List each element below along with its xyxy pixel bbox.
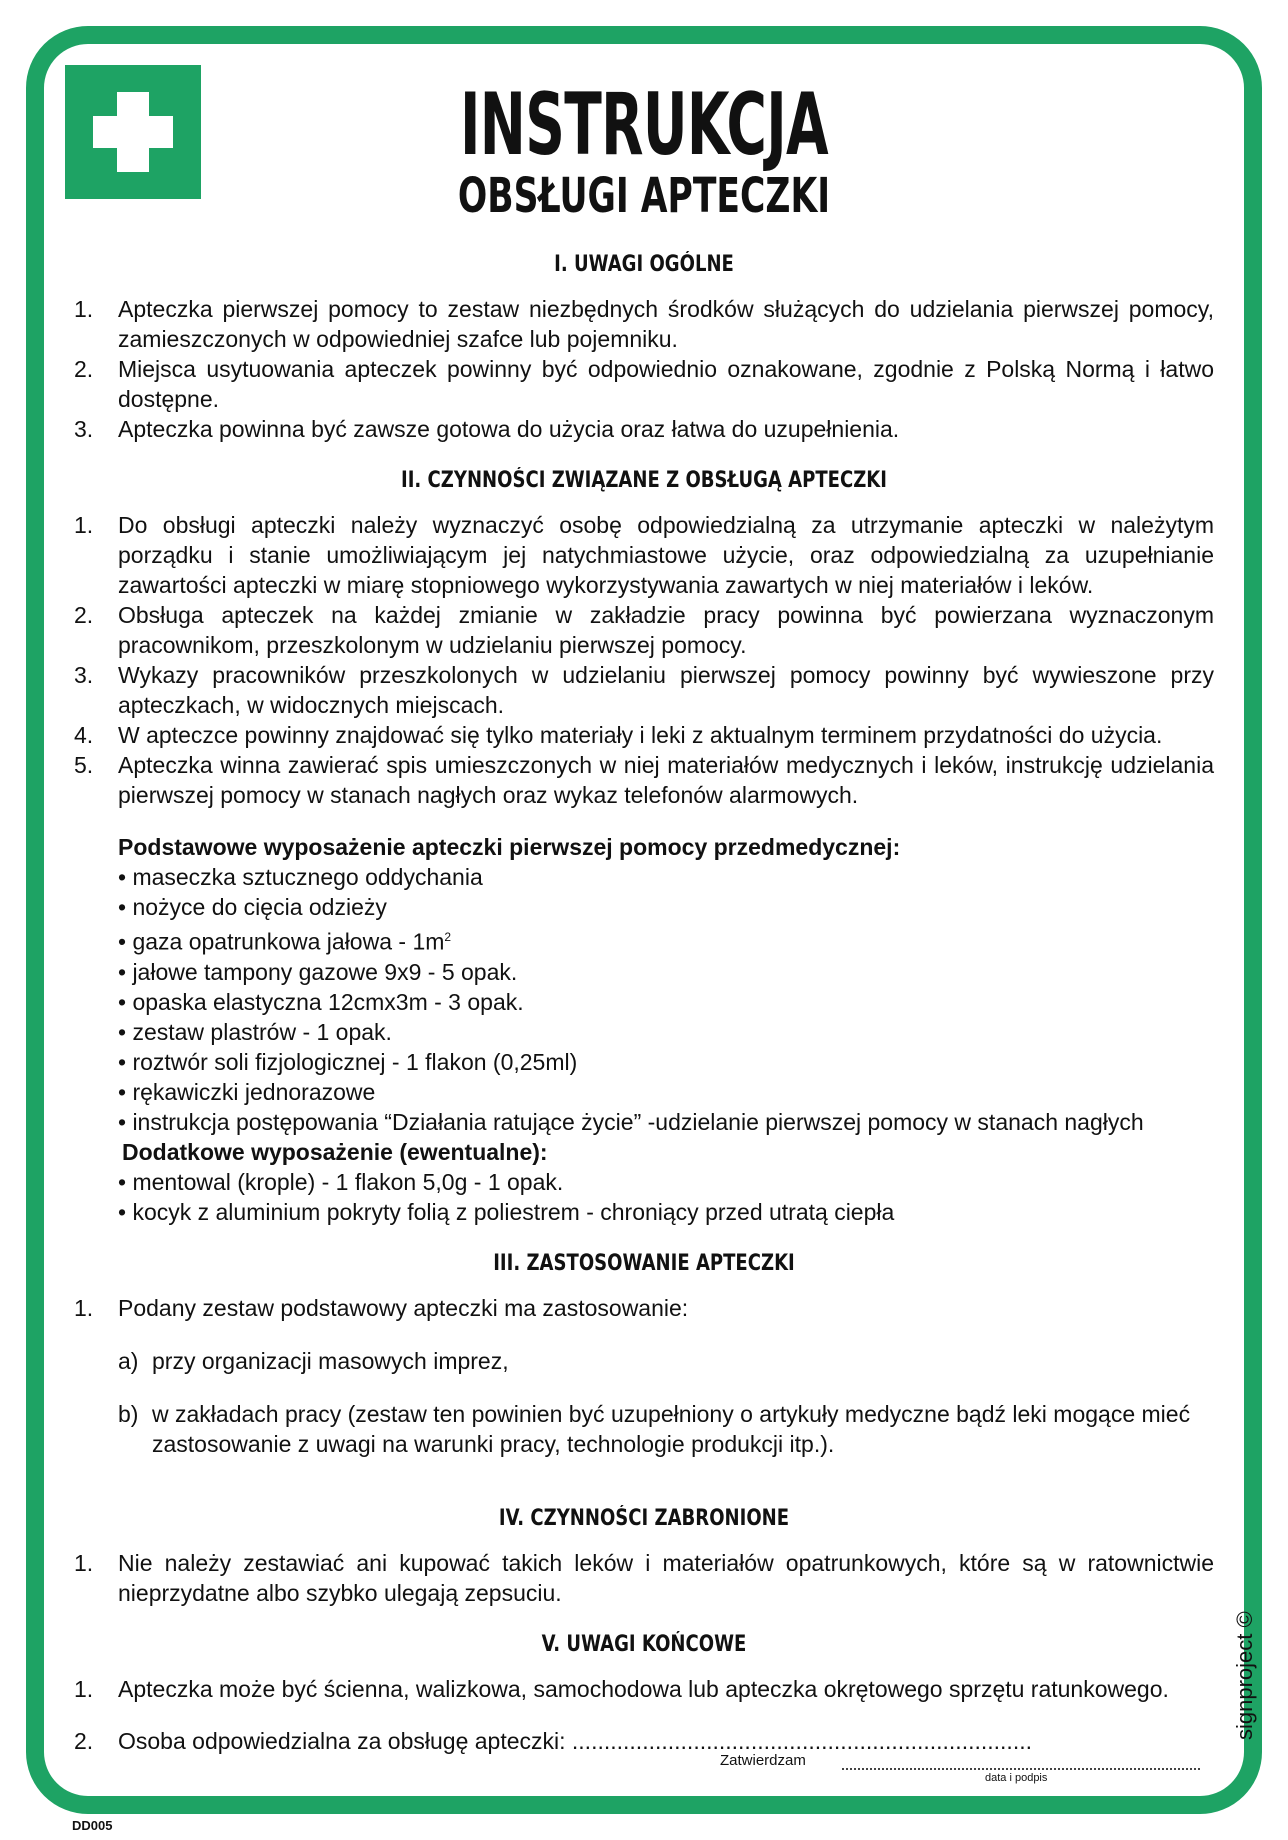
equipment-heading: Podstawowe wyposażenie apteczki pierwszej pomocy przedmedycznej: <box>118 834 901 860</box>
equipment-item: • maseczka sztucznego oddychania <box>118 864 483 890</box>
sub-item: a) przy organizacji masowych imprez, <box>118 1347 509 1374</box>
list-item: 1. Apteczka może być ścienna, walizkowa, samochodowa lub apteczka okrętowego sprzętu ratunkowego. <box>74 1675 1169 1702</box>
section-title-usage: III. ZASTOSOWANIE APTECZKI <box>493 1250 795 1276</box>
equipment-item: • roztwór soli fizjologicznej - 1 flakon (0,25ml) <box>118 1048 578 1075</box>
equipment-item: • mentowal (krople) - 1 flakon 5,0g - 1 opak. <box>118 1168 564 1195</box>
section-title-general: I. UWAGI OGÓLNE <box>554 252 734 277</box>
list-item: 1. Podany zestaw podstawowy apteczki ma zastosowanie: <box>74 1294 689 1321</box>
document-body <box>74 250 1214 1756</box>
responsible-person-line: 2. Osoba odpowiedzialna za obsługę apteczki: ........................................................................ <box>74 1727 1032 1754</box>
signature-line <box>842 1756 1200 1770</box>
list-item: 3. Apteczka powinna być zawsze gotowa do użycia oraz łatwa do uzupełnienia. <box>74 416 900 442</box>
date-sign-label: data i podpis <box>985 1772 1048 1784</box>
page-subtitle: OBSŁUGI APTECZKI <box>457 168 831 224</box>
equipment-item: • rękawiczki jednorazowe <box>118 1078 376 1105</box>
list-item: 1. Nie należy zestawiać ani kupować takich leków i materiałów opatrunkowych, które są w ratownictwie nieprzydatne albo szybko ulegają zepsuciu. <box>74 1549 1214 1606</box>
extra-equipment-heading: Dodatkowe wyposażenie (ewentualne): <box>122 1138 548 1165</box>
sub-item: b) w zakładach pracy (zestaw ten powinien być uzupełniony o artykuły medyczne bądź leki mogące mieć zastosowanie z uwagi na warunki pracy, technologie produkcji itp.). <box>118 1400 1191 1457</box>
list-item: 1. Apteczka pierwszej pomocy to zestaw niezbędnych środków służących do udzielania pierwszej pomocy, zamieszczonych w odpowiedniej szafce lub pojemniku. <box>74 296 1214 352</box>
list-item: 2. Miejsca usytuowania apteczek powinny być odpowiednio oznakowane, zgodnie z Polską Normą i łatwo dostępne. <box>74 356 1214 412</box>
list-item: 2. Obsługa apteczek na każdej zmianie w zakładzie pracy powinna być powierzana wyznaczonym pracownikom, przeszkolonym w udzielaniu pierwszej pomocy. <box>74 602 1214 658</box>
section-title-prohibited: IV. CZYNNOŚCI ZABRONIONE <box>498 1505 790 1531</box>
section-title-final: V. UWAGI KOŃCOWE <box>541 1631 747 1657</box>
equipment-item: • gaza opatrunkowa jałowa - $1m^2$ <box>118 928 452 955</box>
product-code: DD005 <box>72 1818 113 1833</box>
list-item: 3. Wykazy pracowników przeszkolonych w udzielaniu pierwszej pomocy powinny być wywieszone przy apteczkach, w widocznych miejscach. <box>74 662 1214 718</box>
equipment-item: • kocyk z aluminium pokryty folią z poliestrem - chroniący przed utratą ciepła <box>118 1198 895 1225</box>
approve-label: Zatwierdzam <box>720 1752 806 1769</box>
list-item: 1. Do obsługi apteczki należy wyznaczyć osobę odpowiedzialną za utrzymanie apteczki w należytym porządku i stanie umożliwiającym jej natychmiastowe użycie, oraz odpowiedzialną za uzupełnianie zawartości apteczki w miarę stopniowego wykorzystywania zawartych w niej materiałów i leków. <box>74 512 1214 598</box>
equipment-list <box>118 832 1214 1227</box>
equipment-item: • zestaw plastrów - 1 opak. <box>118 1018 392 1045</box>
equipment-item: • opaska elastyczna 12cmx3m - 3 opak. <box>118 988 524 1015</box>
section-title-operations: II. CZYNNOŚCI ZWIĄZANE Z OBSŁUGĄ APTECZKI <box>400 468 888 493</box>
equipment-item: • instrukcja postępowania “Działania ratujące życie” -udzielanie pierwszej pomocy w stanach nagłych <box>118 1108 1144 1135</box>
equipment-item: • nożyce do cięcia odzieży <box>118 894 387 920</box>
brand-label: signproject © <box>1232 1611 1257 1740</box>
list-item: 5. Apteczka winna zawierać spis umieszczonych w niej materiałów medycznych i leków, instrukcję udzielania pierwszej pomocy w stanach nagłych oraz wykaz telefonów alarmowych. <box>74 752 1214 808</box>
page-title: INSTRUKCJA <box>459 75 829 175</box>
list-item: 4. W apteczce powinny znajdować się tylko materiały i leki z aktualnym terminem przydatności do użycia. <box>74 722 1163 748</box>
equipment-item: • jałowe tampony gazowe 9x9 - 5 opak. <box>118 958 518 985</box>
